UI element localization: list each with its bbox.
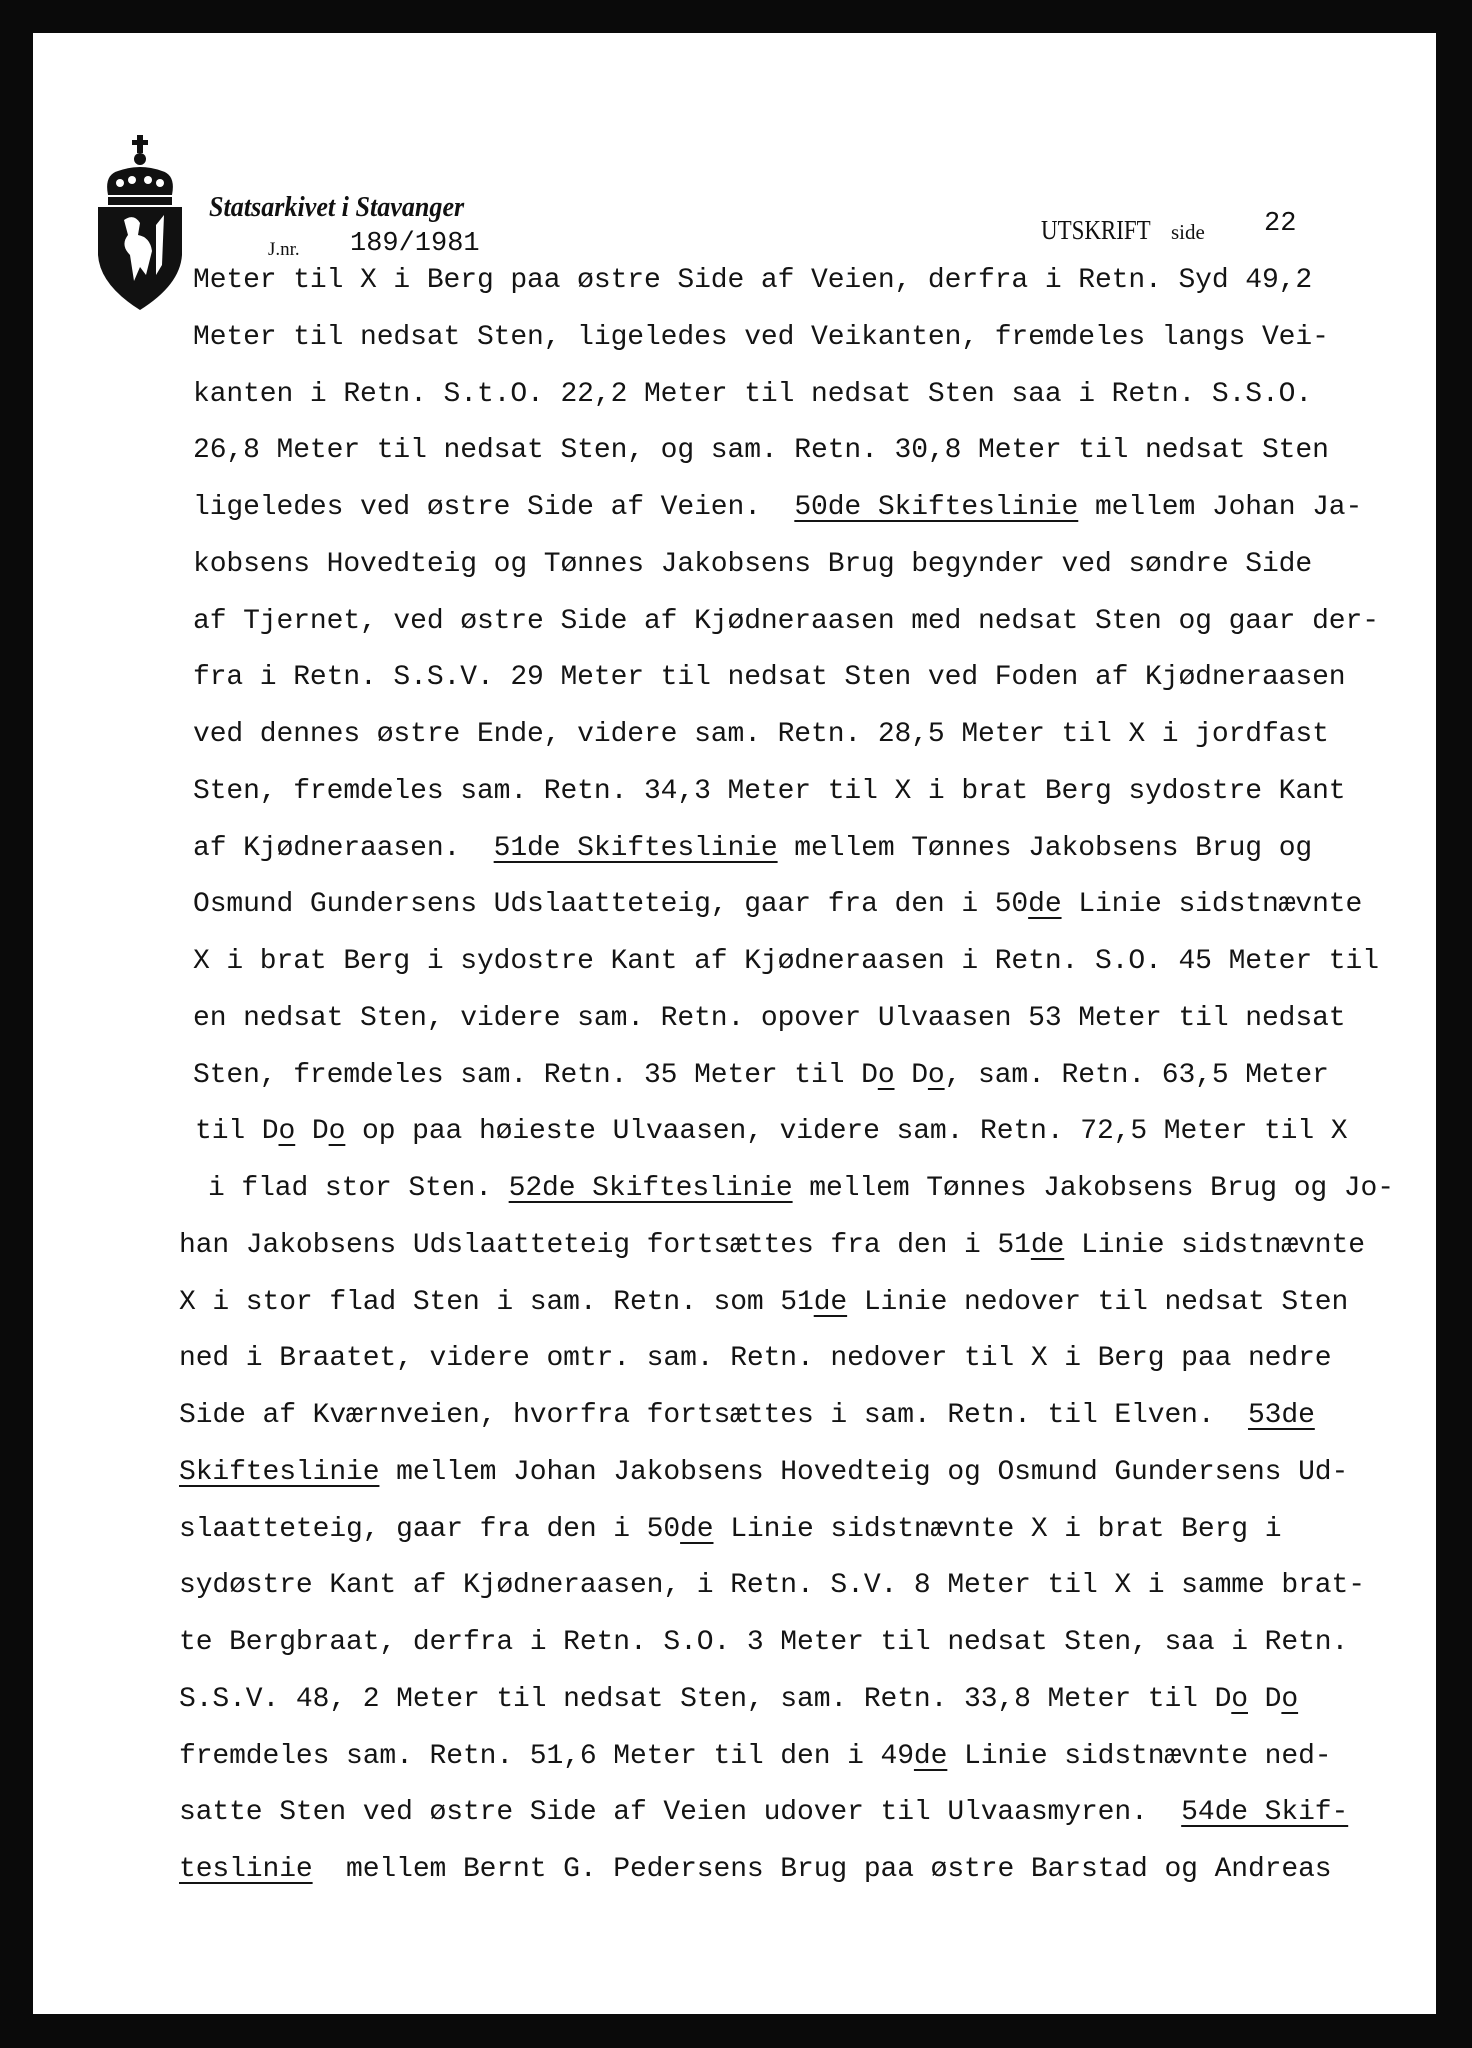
underlined-text: 51de Skifteslinie [493, 832, 778, 864]
text-line [193, 605, 1379, 639]
text-segment: Linie nedover til nedsat Sten [847, 1286, 1349, 1318]
journal-number: 189/1981 [350, 229, 480, 259]
text-segment: Sten, fremdeles sam. Retn. 34,3 Meter til X i brat Berg sydostre Kant [193, 775, 1346, 807]
text-segment: X i stor flad Sten i sam. Retn. som 51 [179, 1286, 814, 1318]
underlined-text: o [877, 1059, 895, 1091]
text-segment: 26,8 Meter til nedsat Sten, og sam. Retn. 30,8 Meter til nedsat Sten [193, 435, 1329, 467]
text-line [179, 1569, 1365, 1603]
text-segment: Meter til X i Berg paa østre Side af Veien, derfra i Retn. Syd 49,2 [193, 265, 1313, 296]
text-segment: D [1247, 1683, 1282, 1715]
text-segment: mellem Bernt G. Pedersens Brug paa østre Barstad og Andreas [312, 1854, 1332, 1885]
text-line [208, 1172, 1394, 1206]
text-line [193, 718, 1329, 752]
text-segment: en nedsat Sten, videre sam. Retn. opover Ulvaasen 53 Meter til nedsat [193, 1002, 1346, 1034]
underlined-text: o [328, 1116, 346, 1148]
text-line [179, 1342, 1332, 1376]
text-segment: kanten i Retn. S.t.O. 22,2 Meter til nedsat Sten saa i Retn. S.S.O. [193, 378, 1313, 410]
underlined-text: de [913, 1740, 948, 1772]
text-segment: han Jakobsens Udslaatteteig fortsættes fra den i 51 [179, 1229, 1031, 1261]
underlined-text: o [927, 1059, 945, 1091]
text-segment: mellem Johan Ja- [1078, 492, 1363, 523]
text-segment: satte Sten ved østre Side af Veien udover til Ulvaasmyren. [179, 1797, 1182, 1829]
underlined-text: de [1028, 889, 1062, 921]
text-segment: kobsens Hovedteig og Tønnes Jakobsens Brug begynder ved søndre Side [193, 548, 1313, 580]
text-line [193, 1059, 1329, 1093]
text-line [179, 1626, 1348, 1660]
text-segment: mellem Tønnes Jakobsens Brug og Jo- [792, 1173, 1394, 1204]
coat-of-arms-icon [94, 135, 186, 310]
underlined-text: 53de [1247, 1400, 1315, 1431]
text-segment: ved dennes østre Ende, videre sam. Retn. 28,5 Meter til X i jordfast [193, 719, 1329, 750]
underlined-text: de [680, 1513, 714, 1545]
text-segment: Linie sidstnævnte X i brat Berg i [713, 1513, 1282, 1545]
document-page [33, 33, 1436, 2014]
underlined-text: 52de Skifteslinie [508, 1173, 793, 1204]
text-segment: fremdeles sam. Retn. 51,6 Meter til den i 49 [179, 1740, 914, 1772]
text-segment: S.S.V. 48, 2 Meter til nedsat Sten, sam. Retn. 33,8 Meter til D [179, 1683, 1232, 1715]
text-segment: D [295, 1116, 329, 1148]
underlined-text: de [813, 1286, 848, 1318]
text-segment: op paa høieste Ulvaasen, videre sam. Retn. 72,5 Meter til X [345, 1116, 1348, 1148]
text-line [179, 1740, 1332, 1774]
text-line [193, 888, 1362, 922]
page-number: 22 [1264, 209, 1297, 239]
text-line [193, 434, 1329, 468]
text-segment: af Kjødneraasen. [193, 832, 494, 864]
text-segment: mellem Johan Jakobsens Hovedteig og Osmund Gundersens Ud- [379, 1456, 1349, 1488]
text-segment: Linie sidstnævnte [1061, 889, 1363, 921]
underlined-text: o [278, 1116, 296, 1148]
text-line [179, 1399, 1315, 1433]
text-line [179, 1853, 1332, 1887]
underlined-text: de [1030, 1229, 1065, 1261]
underlined-text: o [1231, 1683, 1248, 1715]
text-line [193, 1002, 1346, 1036]
text-segment: i flad stor Sten. [208, 1173, 509, 1204]
text-segment: mellem Tønnes Jakobsens Brug og [777, 832, 1313, 864]
text-line [193, 775, 1346, 809]
text-segment: X i brat Berg i sydostre Kant af Kjødneraasen i Retn. S.O. 45 Meter til [193, 946, 1379, 977]
text-line [193, 378, 1312, 412]
underlined-text: 50de Skifteslinie [794, 492, 1079, 523]
text-segment: slaatteteig, gaar fra den i 50 [179, 1513, 681, 1545]
archive-name: Statsarkivet i Stavanger [209, 191, 465, 223]
side-label: side [1171, 220, 1205, 244]
text-line [179, 1229, 1365, 1263]
underlined-text: Skifteslinie [179, 1456, 380, 1488]
journal-number-label: J.nr. [268, 239, 300, 260]
text-segment: D [894, 1059, 928, 1091]
text-segment: Side af Kværnveien, hvorfra fortsættes i sam. Retn. til Elven. [179, 1400, 1248, 1431]
text-segment: ned i Braatet, videre omtr. sam. Retn. nedover til X i Berg paa nedre [179, 1343, 1332, 1375]
underlined-text: teslinie [179, 1854, 313, 1885]
text-line [179, 1456, 1348, 1490]
text-segment: ligeledes ved østre Side af Veien. [193, 492, 795, 523]
text-segment: Meter til nedsat Sten, ligeledes ved Veikanten, fremdeles langs Vei- [193, 321, 1329, 353]
text-segment: Osmund Gundersens Udslaatteteig, gaar fra den i 50 [193, 889, 1029, 921]
text-segment: af Tjernet, ved østre Side af Kjødneraasen med nedsat Sten og gaar der- [193, 605, 1379, 637]
text-segment: Linie sidstnævnte [1064, 1229, 1365, 1261]
text-segment: Linie sidstnævnte ned- [947, 1740, 1332, 1772]
text-segment: fra i Retn. S.S.V. 29 Meter til nedsat Sten ved Foden af Kjødneraasen [193, 662, 1346, 694]
text-segment: te Bergbraat, derfra i Retn. S.O. 3 Meter til nedsat Sten, saa i Retn. [179, 1627, 1349, 1658]
text-segment: sydøstre Kant af Kjødneraasen, i Retn. S.V. 8 Meter til X i samme brat- [179, 1570, 1365, 1602]
text-line [193, 321, 1329, 355]
text-line [195, 1115, 1348, 1149]
text-segment: , sam. Retn. 63,5 Meter [944, 1059, 1329, 1091]
underlined-text: 54de Skif- [1181, 1797, 1349, 1829]
text-segment: Sten, fremdeles sam. Retn. 35 Meter til D [193, 1059, 878, 1091]
text-line [193, 945, 1379, 979]
text-segment: til D [195, 1116, 279, 1148]
text-line [193, 832, 1312, 866]
text-line [193, 661, 1346, 695]
text-line [179, 1513, 1281, 1547]
text-line [179, 1796, 1348, 1830]
text-line [193, 491, 1362, 525]
underlined-text: o [1281, 1683, 1299, 1715]
text-line [193, 548, 1312, 582]
text-line [179, 1286, 1348, 1320]
text-line [193, 264, 1312, 298]
utskrift-label: UTSKRIFT [1041, 215, 1151, 245]
text-line [179, 1683, 1298, 1717]
